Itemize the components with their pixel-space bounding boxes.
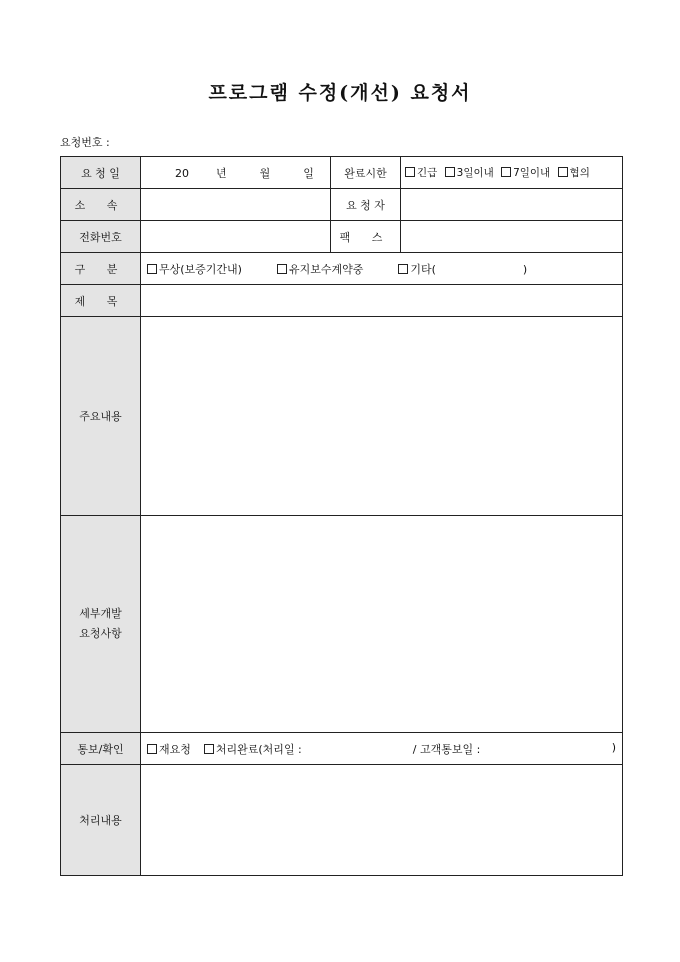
notice-option-completed[interactable]: 처리완료(처리일 :	[204, 743, 302, 756]
label-process: 처리내용	[61, 765, 141, 876]
row-main-content	[61, 317, 623, 516]
day-unit: 일	[303, 166, 314, 180]
checkbox-icon	[147, 264, 157, 274]
row-category	[61, 253, 623, 285]
checkbox-icon	[147, 744, 157, 754]
category-options	[141, 253, 623, 285]
request-form-table	[60, 156, 623, 876]
row-affiliation	[61, 189, 623, 221]
deadline-options	[401, 157, 623, 189]
affiliation-field[interactable]	[141, 189, 331, 221]
checkbox-icon	[405, 167, 415, 177]
label-phone: 전화번호	[61, 221, 141, 253]
category-option-free[interactable]: 무상(보증기간내)	[147, 263, 242, 276]
row-process	[61, 765, 623, 876]
checkbox-icon	[277, 264, 287, 274]
request-date-field[interactable]	[141, 157, 331, 189]
label-detail: 세부개발 요청사항	[61, 516, 141, 733]
detail-field[interactable]	[141, 516, 623, 733]
row-detail	[61, 516, 623, 733]
checkbox-icon	[445, 167, 455, 177]
main-content-field[interactable]	[141, 317, 623, 516]
notice-close: )	[611, 740, 616, 754]
deadline-option-urgent[interactable]: 긴급	[405, 167, 437, 179]
row-subject	[61, 285, 623, 317]
deadline-option-consult[interactable]: 협의	[558, 167, 590, 179]
fax-field[interactable]	[401, 221, 623, 253]
year-prefix: 20	[175, 166, 189, 180]
row-phone	[61, 221, 623, 253]
checkbox-icon	[204, 744, 214, 754]
checkbox-icon	[558, 167, 568, 177]
label-category: 구 분	[61, 253, 141, 285]
notice-options	[141, 733, 623, 765]
category-other-close: )	[522, 262, 528, 276]
requester-field[interactable]	[401, 189, 623, 221]
notice-option-rerequest[interactable]: 재요청	[147, 743, 191, 756]
process-field[interactable]	[141, 765, 623, 876]
year-unit: 년	[216, 166, 227, 180]
notice-customer-date-label: / 고객통보일 :	[412, 742, 481, 756]
label-notice: 통보/확인	[61, 733, 141, 765]
row-request-date	[61, 157, 623, 189]
document-title: 프로그램 수정(개선) 요청서	[208, 82, 472, 104]
deadline-option-7days[interactable]: 7일이내	[501, 167, 550, 179]
label-requester: 요 청 자	[331, 189, 401, 221]
label-request-date: 요 청 일	[61, 157, 141, 189]
category-option-other[interactable]: 기타(	[398, 263, 436, 276]
request-number-label: 요청번호 :	[60, 136, 110, 149]
checkbox-icon	[398, 264, 408, 274]
label-subject: 제 목	[61, 285, 141, 317]
subject-field[interactable]	[141, 285, 623, 317]
checkbox-icon	[501, 167, 511, 177]
label-deadline: 완료시한	[331, 157, 401, 189]
label-fax: 팩 스	[331, 221, 401, 253]
deadline-option-3days[interactable]: 3일이내	[445, 167, 494, 179]
label-main-content: 주요내용	[61, 317, 141, 516]
month-unit: 월	[259, 166, 271, 180]
row-notice	[61, 733, 623, 765]
label-affiliation: 소 속	[61, 189, 141, 221]
category-option-maintenance[interactable]: 유지보수계약중	[277, 263, 363, 276]
phone-field[interactable]	[141, 221, 331, 253]
